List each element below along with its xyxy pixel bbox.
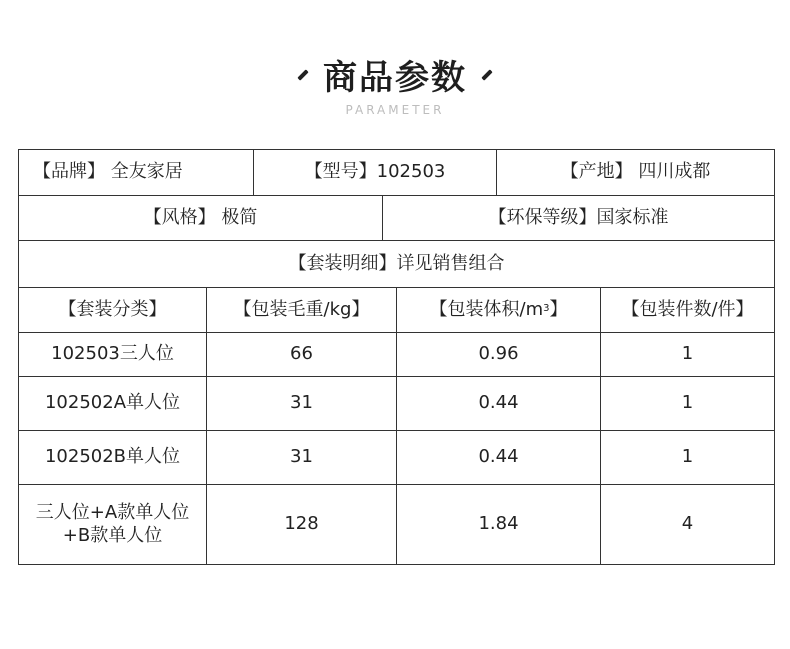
volume-cell: 0.44 [397,431,601,484]
origin-cell: 【产地】 四川成都 [560,161,711,183]
count-cell: 1 [681,343,694,365]
title-row [0,50,790,99]
table-row-style-info [19,196,774,241]
volume-header-suffix: 】 [549,298,568,320]
category-cell [19,485,207,564]
volume-cell: 1.84 [397,485,601,564]
table-row [19,333,774,377]
count-cell: 4 [681,513,694,535]
column-header-category: 【套装分类】 [19,288,207,332]
page-header [0,50,790,117]
category-cell: 102502B单人位 [19,431,207,484]
count-cell: 1 [681,392,694,414]
category-cell: 102502A单人位 [19,377,207,430]
set-detail-cell: 【套装明细】详见销售组合 [288,252,505,274]
count-cell: 1 [681,446,694,468]
weight-cell: 66 [207,333,397,376]
style-cell: 【风格】 极简 [19,196,383,240]
weight-cell: 31 [207,377,397,430]
table-row [19,431,774,485]
model-cell: 【型号】102503 [254,150,497,195]
eco-level-cell: 【环保等级】国家标准 [488,206,669,228]
table-column-headers [19,288,774,333]
left-slash-decoration [297,69,308,80]
category-line-1: 三人位+A款单人位 [35,502,190,523]
column-header-volume [397,288,601,332]
volume-cell: 0.96 [397,333,601,376]
weight-cell: 128 [207,485,397,564]
table-row-set-detail [19,241,774,288]
page-subtitle: PARAMETER [345,103,445,117]
volume-header-superscript: 3 [543,302,550,314]
category-cell: 102503三人位 [19,333,207,376]
volume-cell: 0.44 [397,377,601,430]
category-line-2: +B款单人位 [62,524,163,546]
brand-cell: 【品牌】 全友家居 [19,150,254,195]
table-row [19,485,774,564]
weight-cell: 31 [207,431,397,484]
column-header-count: 【包装件数/件】 [621,298,754,320]
page-title: 商品参数 [323,58,467,98]
volume-header-prefix: 【包装体积/m [429,298,544,320]
table-row-basic-info [19,150,774,196]
column-header-weight: 【包装毛重/kg】 [207,288,397,332]
table-row [19,377,774,431]
parameter-table [18,149,775,565]
right-slash-decoration [481,69,492,80]
